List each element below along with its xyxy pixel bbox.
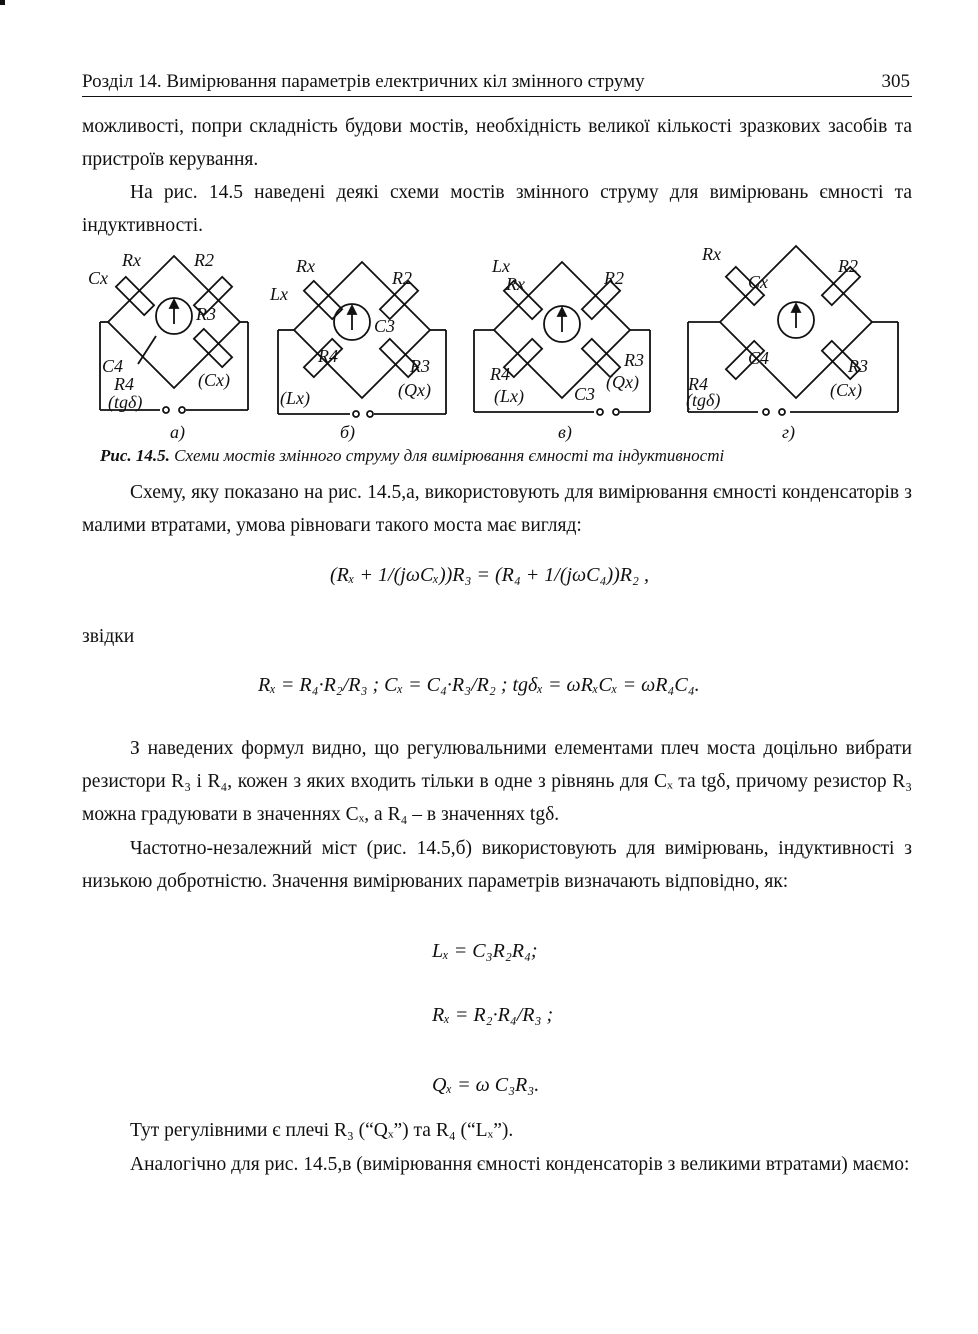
equation-lx: Lₓ = C₃R₂R₄; [432, 940, 538, 962]
label-a-rx: Rx [122, 250, 141, 270]
label-d-r2: R2 [838, 256, 858, 276]
label-a-r3: R3 [196, 304, 216, 324]
running-title: Розділ 14. Вимірювання параметрів електричних кіл змінного струму [82, 71, 645, 92]
caption-text: Схеми мостів змінного струму для вимірювання ємності та індуктивності [174, 446, 725, 465]
label-c-r4: R4 [490, 364, 510, 384]
label-b-qx: (Qx) [398, 380, 431, 400]
label-a-cx-par: (Cx) [198, 370, 230, 390]
label-d-c4: C4 [748, 348, 770, 368]
paragraph-7: Тут регулівними є плечі R₃ (“Qₓ”) та R₄ (“Lₓ”). [130, 1120, 514, 1141]
label-a-c4: C4 [102, 356, 124, 376]
figure-caption [100, 446, 900, 466]
sub-label-c: в) [558, 422, 572, 442]
paragraph-8: Аналогічно для рис. 14.5,в (вимірювання ємності конденсаторів з великими втратами) маємо: [130, 1154, 910, 1175]
scan-mark [0, 0, 5, 5]
label-c-c3: C3 [574, 384, 596, 404]
label-a-tgd: (tgδ) [108, 392, 143, 412]
label-d-rx: Rx [702, 244, 721, 264]
label-c-qx: (Qx) [606, 372, 639, 392]
label-c-lx-par: (Lx) [494, 386, 524, 406]
paragraph-5: З наведених формул видно, що регулювальними елементами плеч моста доцільно вибрати резистори R₃ і R₄, кожен з яких входить тільки в одне з рівнянь для Cₓ та tgδ, причому резистор R₃ можна градуювати в значеннях Cₓ, а R₄ – в значеннях tgδ. [82, 738, 912, 825]
label-b-rx: Rx [296, 256, 315, 276]
label-b-r2: R2 [392, 268, 412, 288]
label-a-r2: R2 [194, 250, 214, 270]
label-b-lx: Lx [270, 284, 288, 304]
paragraph-2: На рис. 14.5 наведені деякі схеми мостів змінного струму для вимірювань ємності та індуктивності. [82, 182, 912, 236]
label-b-r4: R4 [318, 346, 338, 366]
equation-balance: (Rₓ + 1/(jωCₓ))R₃ = (R₄ + 1/(jωC₄))R₂ , [330, 564, 649, 586]
label-b-lx-par: (Lx) [280, 388, 310, 408]
label-b-c3: C3 [374, 316, 396, 336]
bridge-diagrams [82, 244, 912, 444]
label-c-rx: Rx [506, 274, 525, 294]
label-a-r4: R4 [114, 374, 134, 394]
paragraph-4: звідки [82, 626, 135, 647]
sub-label-d: г) [782, 422, 796, 442]
paragraph-6: Частотно-незалежний міст (рис. 14.5,б) використовують для вимірювань, індуктивності з низькою добротністю. Значення вимірюваних параметрів визначають відповідно, як: [82, 838, 912, 892]
figure-bridges [82, 244, 912, 444]
label-b-r3: R3 [410, 356, 430, 376]
paragraph-3: Схему, яку показано на рис. 14.5,а, використовують для вимірювання ємності конденсаторів з малими втратами, умова рівноваги такого моста має вигляд: [82, 482, 912, 536]
equation-results: Rₓ = R₄·R₂/R₃ ; Cₓ = C₄·R₃/R₂ ; tgδₓ = ωRₓCₓ = ωR₄C₄. [258, 674, 700, 696]
equation-qx: Qₓ = ω C₃R₃. [432, 1074, 540, 1096]
label-c-lx: Lx [492, 256, 510, 276]
page-number: 305 [881, 71, 910, 92]
sub-label-a: а) [170, 422, 185, 442]
label-d-tgd: (tgδ) [686, 390, 721, 410]
sub-label-b: б) [340, 422, 356, 442]
equation-rx: Rₓ = R₂·R₄/R₃ ; [432, 1004, 554, 1026]
label-d-r4: R4 [688, 374, 708, 394]
label-d-cx-par: (Cx) [830, 380, 862, 400]
label-a-cx: Cx [88, 268, 108, 288]
caption-label: Рис. 14.5. [100, 446, 170, 465]
label-d-cx: Cx [748, 272, 768, 292]
label-d-r3: R3 [848, 356, 868, 376]
label-c-r2: R2 [604, 268, 624, 288]
label-c-r3: R3 [624, 350, 644, 370]
paragraph-1: можливості, попри складність будови мостів, необхідність великої кількості зразкових засобів та пристроїв керування. [82, 116, 912, 170]
page-header [82, 70, 912, 97]
